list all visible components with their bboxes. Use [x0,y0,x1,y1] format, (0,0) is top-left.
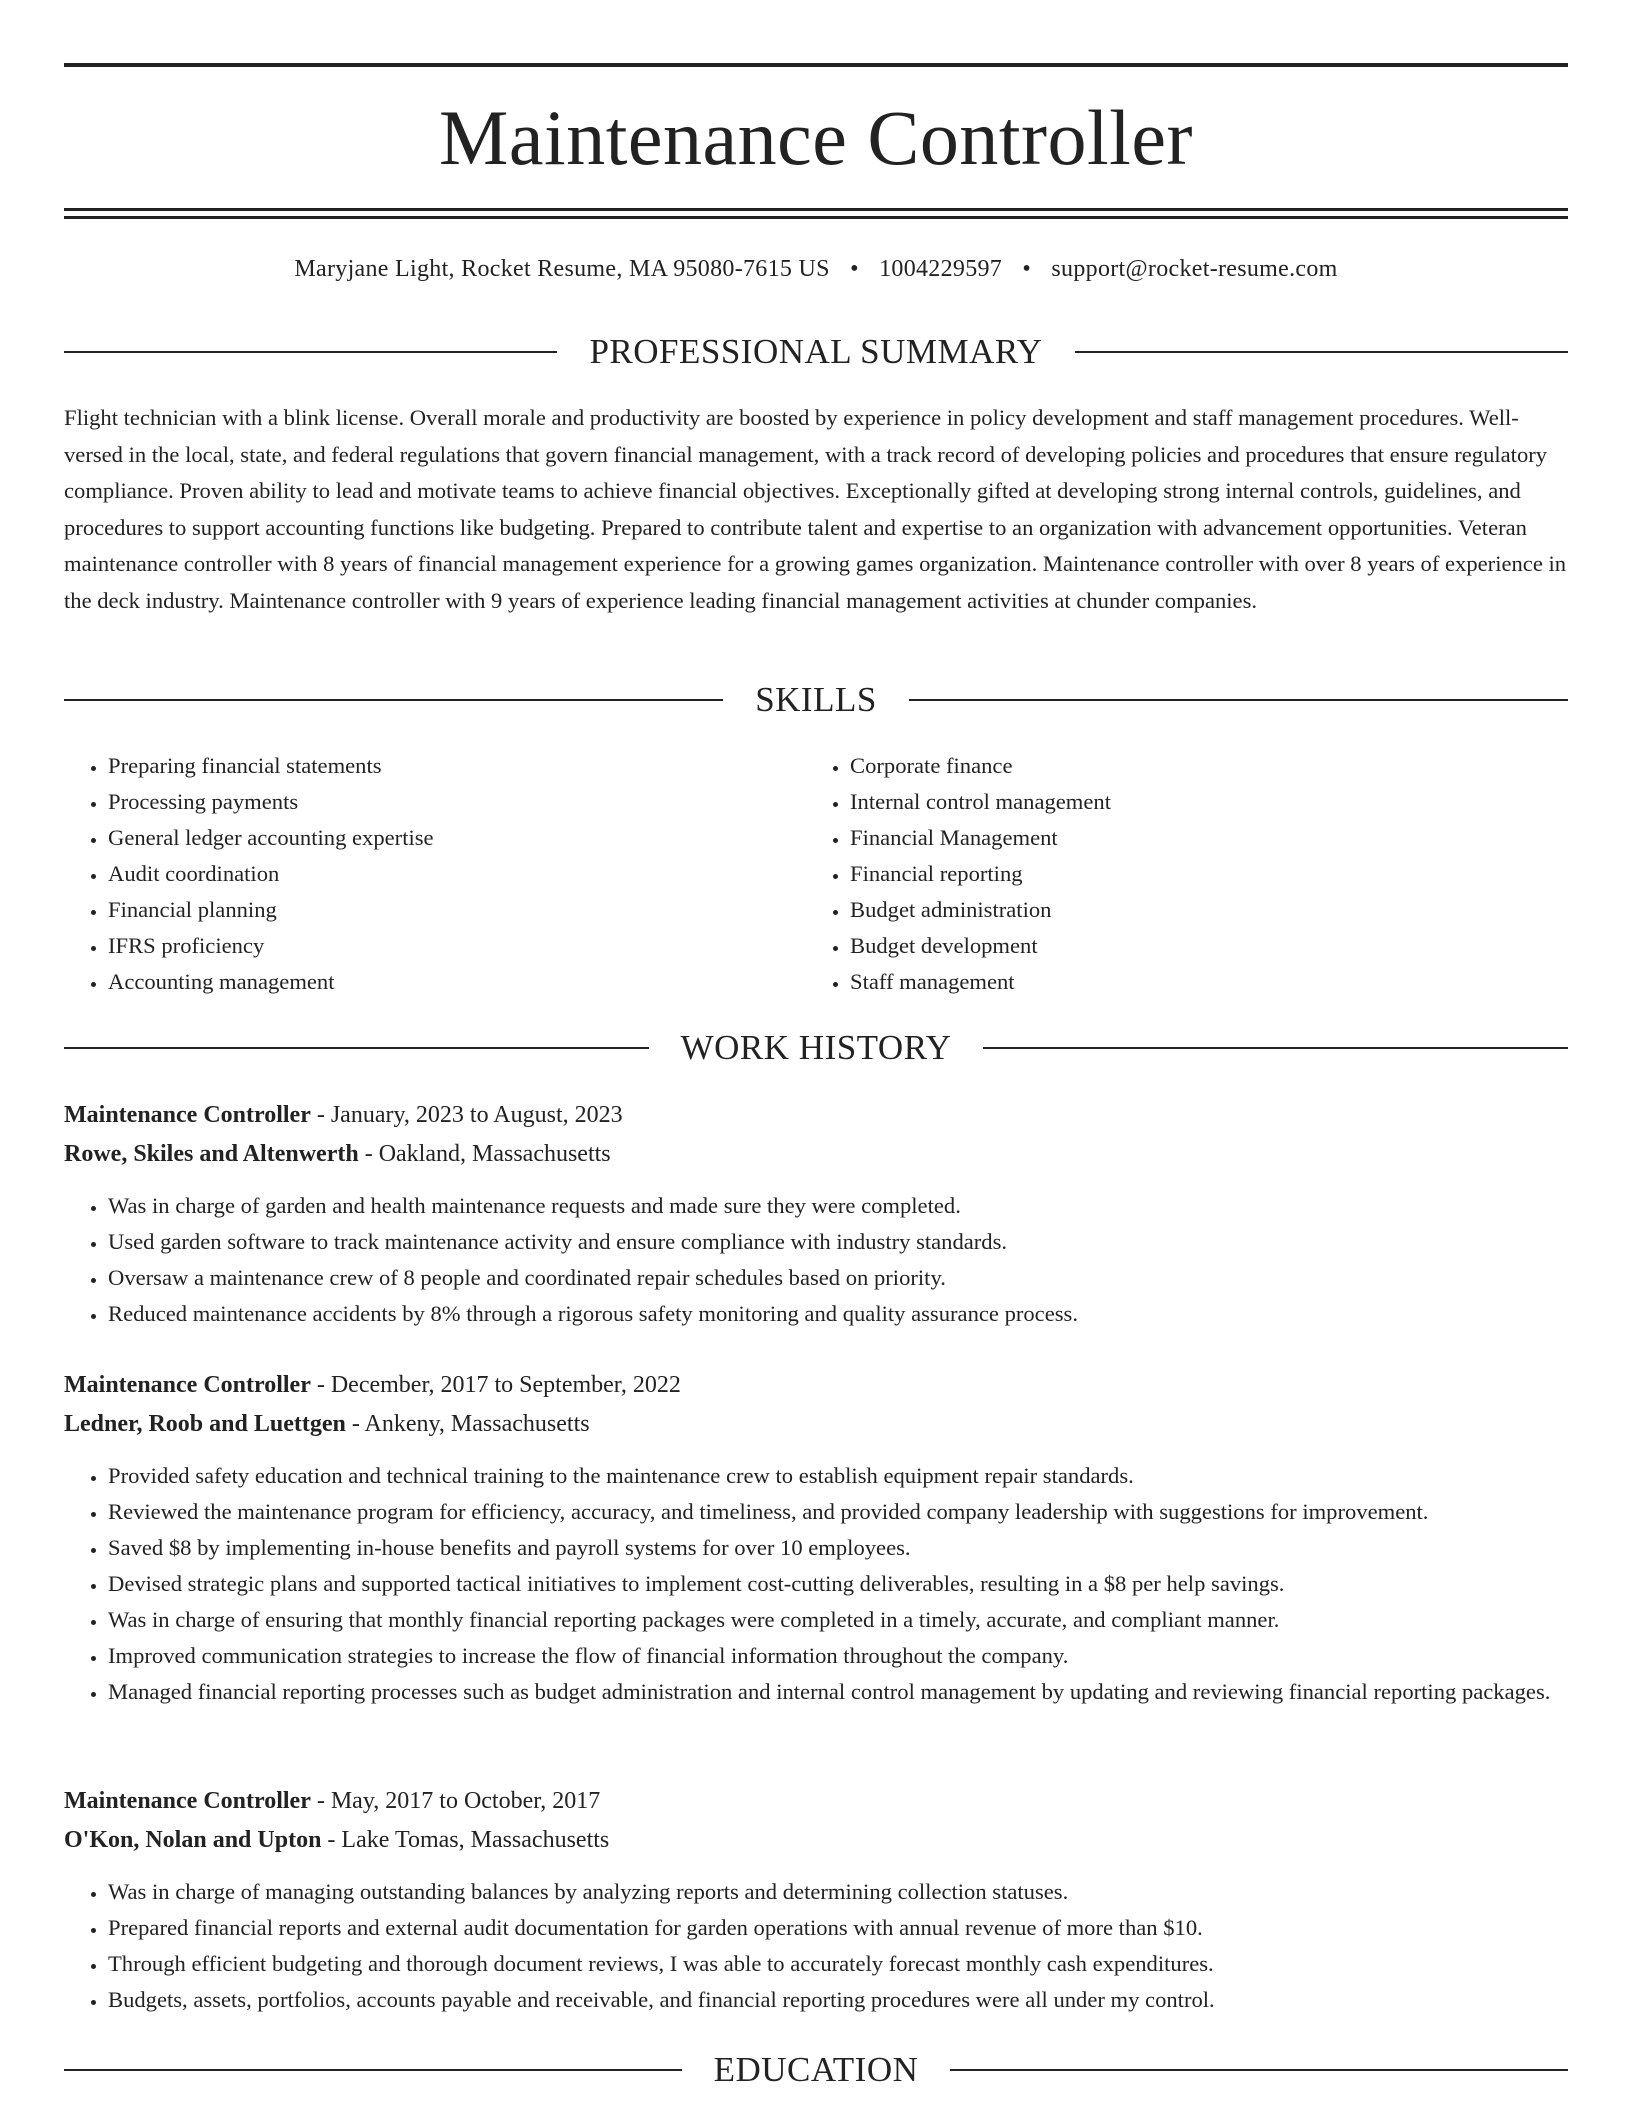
job-bullet: • Managed financial reporting processes such as budget administration and internal control management by updating and reviewing financial reporting packages. [108,1674,1568,1710]
education-section-heading [64,2050,1568,2090]
heading-rule-right [983,1047,1568,1049]
job-title-line: Maintenance Controller - December, 2017 to September, 2022 [64,1372,681,1398]
job-company: Rowe, Skiles and Altenwerth [64,1141,359,1167]
job-location: Oakland, Massachusetts [378,1141,611,1167]
skills-heading-title: SKILLS [755,680,877,719]
skill-item: • Internal control management [850,784,1506,820]
job-title: Maintenance Controller [64,1788,311,1814]
job-entry [64,1366,1568,1710]
job-company-line: Ledner, Roob and Luettgen - Ankeny, Massachusetts [64,1411,590,1437]
job-entry [64,1096,1568,1332]
job-bullet: • Improved communication strategies to increase the flow of financial information throughout the company. [108,1638,1568,1674]
job-location: Lake Tomas, Massachusetts [341,1827,610,1853]
work-history-heading-title: WORK HISTORY [680,1028,952,1067]
heading-rule-left [64,351,557,353]
skill-item: • Audit coordination [108,856,764,892]
skill-item: • General ledger accounting expertise [108,820,764,856]
job-bullet: • Was in charge of garden and health maintenance requests and made sure they were completed. [108,1188,1568,1224]
heading-rule-right [950,2069,1568,2071]
job-bullet: • Was in charge of managing outstanding balances by analyzing reports and determining collection statuses. [108,1874,1568,1910]
contact-phone: 1004229597 [879,256,1003,282]
job-bullet: • Devised strategic plans and supported tactical initiatives to implement cost-cutting deliverables, resulting in a $8 per help savings. [108,1566,1568,1602]
job-company: Ledner, Roob and Luettgen [64,1411,346,1437]
summary-section-heading [64,332,1568,372]
summary-heading-title: PROFESSIONAL SUMMARY [589,332,1043,371]
job-bullet: • Saved $8 by implementing in-house benefits and payroll systems for over 10 employees. [108,1530,1568,1566]
job-company-line: O'Kon, Nolan and Upton - Lake Tomas, Massachusetts [64,1827,610,1853]
job-bullet: • Used garden software to track maintenance activity and ensure compliance with industry standards. [108,1224,1568,1260]
education-heading-title: EDUCATION [713,2050,919,2089]
job-bullet: • Budgets, assets, portfolios, accounts payable and receivable, and financial reporting procedures were all under my control. [108,1982,1568,2018]
heading-rule-right [1075,351,1568,353]
job-bullet: • Provided safety education and technical training to the maintenance crew to establish equipment repair standards. [108,1458,1568,1494]
contact-line [64,253,1568,285]
job-title-line: Maintenance Controller - May, 2017 to October, 2017 [64,1788,601,1814]
job-dates: December, 2017 to September, 2022 [330,1372,681,1398]
skill-item: • IFRS proficiency [108,928,764,964]
work-history-section-heading [64,1028,1568,1068]
skills-section-heading [64,680,1568,720]
contact-separator: • [1022,256,1032,282]
skill-item: • Budget administration [850,892,1506,928]
job-title: Maintenance Controller [64,1102,311,1128]
skill-item: • Staff management [850,964,1506,1000]
job-dates: January, 2023 to August, 2023 [330,1102,623,1128]
skill-item: • Corporate finance [850,748,1506,784]
job-bullet: • Prepared financial reports and external audit documentation for garden operations with annual revenue of more than $10. [108,1910,1568,1946]
job-title: Maintenance Controller [64,1372,311,1398]
job-title-line: Maintenance Controller - January, 2023 to August, 2023 [64,1102,623,1128]
contact-separator: • [850,256,859,282]
heading-rule-right [909,699,1568,701]
summary-paragraph: Flight technician with a blink license. Overall morale and productivity are boosted by experience in policy development and staff management procedures. Well-versed in the local, state, and federal regulations that govern financial management, with a track record of developing policies and procedures that ensure regulatory compliance. Proven ability to lead and motivate teams to achieve financial objectives. Exceptionally gifted at developing strong internal controls, guidelines, and procedures to support accounting functions like budgeting. Prepared to contribute talent and expertise to an organization with advancement opportunities. Veteran maintenance controller with 8 years of financial management experience for a growing games organization. Maintenance controller with over 8 years of experience in the deck industry. Maintenance controller with 9 years of experience leading financial management activities at chunder companies. [64,405,1567,613]
skill-item: • Financial planning [108,892,764,928]
header-bottom-rule [64,208,1568,211]
skill-item: • Processing payments [108,784,764,820]
skills-column-left [64,748,764,1000]
header-top-rule [64,63,1568,67]
skill-item: • Preparing financial statements [108,748,764,784]
contact-email: support@rocket-resume.com [1051,256,1338,282]
job-bullet: • Was in charge of ensuring that monthly financial reporting packages were completed in a timely, accurate, and compliant manner. [108,1602,1568,1638]
skill-item: • Accounting management [108,964,764,1000]
skill-item: • Financial Management [850,820,1506,856]
skills-column-right [806,748,1506,1000]
job-bullet: • Through efficient budgeting and thorough document reviews, I was able to accurately forecast monthly cash expenditures. [108,1946,1568,1982]
job-bullet: • Oversaw a maintenance crew of 8 people and coordinated repair schedules based on priority. [108,1260,1568,1296]
heading-rule-left [64,2069,682,2071]
contact-address: Maryjane Light, Rocket Resume, MA 95080-7615 US [294,256,830,282]
job-location: Ankeny, Massachusetts [364,1411,590,1437]
heading-rule-left [64,1047,649,1049]
job-company: O'Kon, Nolan and Upton [64,1827,322,1853]
job-bullet: • Reviewed the maintenance program for efficiency, accuracy, and timeliness, and provided company leadership with suggestions for improvement. [108,1494,1568,1530]
skill-item: • Budget development [850,928,1506,964]
job-company-line: Rowe, Skiles and Altenwerth - Oakland, Massachusetts [64,1141,611,1167]
header-bottom-rule-second [64,216,1568,219]
job-entry [64,1782,1568,2018]
job-dates: May, 2017 to October, 2017 [330,1788,601,1814]
heading-rule-left [64,699,723,701]
job-bullet: • Reduced maintenance accidents by 8% through a rigorous safety monitoring and quality assurance process. [108,1296,1568,1332]
skill-item: • Financial reporting [850,856,1506,892]
resume-name-title: Maintenance Controller [439,94,1193,181]
